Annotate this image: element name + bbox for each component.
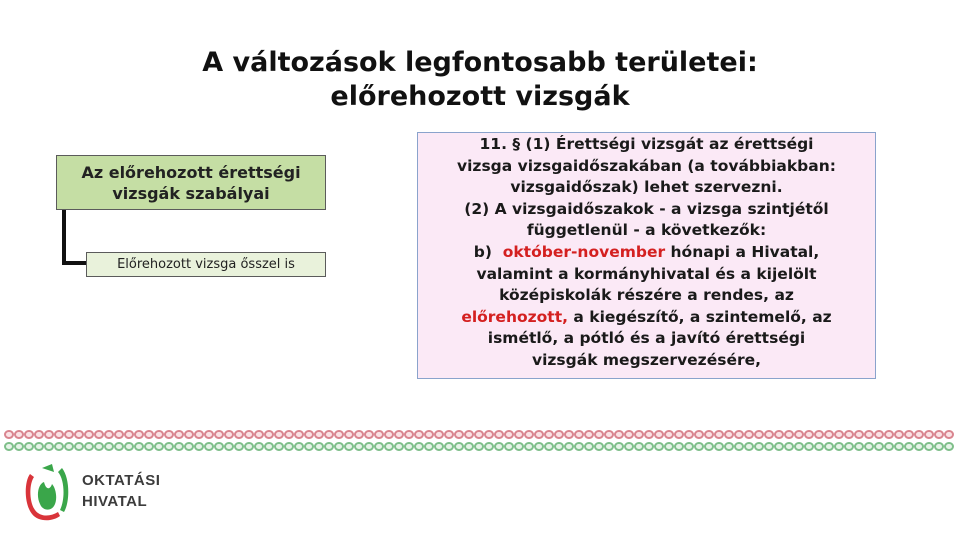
tree-root-line-2: vizsgák szabályai	[112, 183, 270, 203]
law-line-4: (2) A vizsgaidőszakok - a vizsga szintjétől	[464, 199, 829, 218]
decorative-bead	[474, 442, 484, 451]
decorative-bead	[834, 442, 844, 451]
decorative-bead	[794, 442, 804, 451]
law-line-6-prefix: b)	[473, 242, 503, 261]
decorative-bead	[374, 430, 384, 439]
decorative-bead	[434, 430, 444, 439]
decorative-bead	[694, 430, 704, 439]
decorative-bead	[34, 430, 44, 439]
decorative-bead	[114, 442, 124, 451]
decorative-bead	[654, 430, 664, 439]
decorative-bead	[54, 442, 64, 451]
decorative-bead	[634, 442, 644, 451]
decorative-bead	[244, 442, 254, 451]
decorative-bead	[374, 442, 384, 451]
decorative-bead	[874, 442, 884, 451]
decorative-bead	[614, 430, 624, 439]
law-highlight-early: előrehozott,	[461, 307, 569, 326]
decorative-bead	[594, 430, 604, 439]
decorative-bead	[24, 430, 34, 439]
decorative-bead	[314, 430, 324, 439]
decorative-bead	[804, 442, 814, 451]
decorative-bead	[74, 442, 84, 451]
decorative-bead	[744, 442, 754, 451]
logo-wordmark	[82, 470, 160, 512]
decorative-bead	[214, 442, 224, 451]
law-line-2: vizsga vizsgaidőszakában (a továbbiakban:	[457, 156, 836, 175]
law-line-3: vizsgaidőszak) lehet szervezni.	[510, 178, 783, 197]
decorative-bead	[254, 430, 264, 439]
decorative-bead	[404, 430, 414, 439]
decorative-bead	[524, 430, 534, 439]
law-line-9-rest: a kiegészítő, a szintemelő, az	[568, 307, 832, 326]
decorative-bead	[534, 442, 544, 451]
decorative-bead	[894, 442, 904, 451]
decorative-bead	[344, 442, 354, 451]
decorative-bead	[194, 442, 204, 451]
decorative-bead	[814, 430, 824, 439]
decorative-bead	[464, 430, 474, 439]
decorative-bead	[424, 442, 434, 451]
logo-line-2: HIVATAL	[82, 493, 148, 510]
decorative-bead	[614, 442, 624, 451]
decorative-bead	[624, 430, 634, 439]
decorative-bead	[184, 442, 194, 451]
decorative-bead	[204, 442, 214, 451]
decorative-bead	[234, 442, 244, 451]
decorative-bead	[574, 430, 584, 439]
owl-logo-icon	[22, 460, 72, 524]
decorative-bead	[404, 442, 414, 451]
decorative-bead	[14, 442, 24, 451]
tree-root-box	[56, 155, 326, 210]
decorative-bead	[704, 442, 714, 451]
decorative-bead	[204, 430, 214, 439]
decorative-bead	[114, 430, 124, 439]
decorative-bead	[174, 442, 184, 451]
decorative-bead	[444, 442, 454, 451]
decorative-bead	[474, 430, 484, 439]
decorative-bead	[534, 430, 544, 439]
decorative-pattern-red	[4, 430, 956, 442]
decorative-bead	[394, 430, 404, 439]
decorative-bead	[224, 430, 234, 439]
decorative-bead	[294, 430, 304, 439]
decorative-bead	[694, 442, 704, 451]
decorative-bead	[284, 442, 294, 451]
decorative-bead	[354, 430, 364, 439]
decorative-pattern-green	[4, 442, 956, 454]
decorative-bead	[84, 430, 94, 439]
decorative-bead	[644, 442, 654, 451]
decorative-bead	[764, 442, 774, 451]
decorative-bead	[774, 430, 784, 439]
decorative-bead	[774, 442, 784, 451]
decorative-bead	[424, 430, 434, 439]
decorative-bead	[874, 430, 884, 439]
decorative-bead	[834, 430, 844, 439]
decorative-bead	[734, 430, 744, 439]
decorative-bead	[334, 430, 344, 439]
decorative-bead	[154, 430, 164, 439]
decorative-bead	[34, 442, 44, 451]
tree-root-line-1: Az előrehozott érettségi	[81, 162, 301, 182]
decorative-bead	[674, 442, 684, 451]
law-line-9	[424, 307, 869, 329]
decorative-bead	[754, 442, 764, 451]
decorative-bead	[754, 430, 764, 439]
decorative-bead	[64, 442, 74, 451]
decorative-bead	[84, 442, 94, 451]
decorative-bead	[564, 442, 574, 451]
decorative-bead	[44, 430, 54, 439]
decorative-bead	[494, 430, 504, 439]
decorative-bead	[844, 430, 854, 439]
decorative-bead	[914, 442, 924, 451]
decorative-bead	[724, 430, 734, 439]
decorative-bead	[604, 430, 614, 439]
decorative-bead	[894, 430, 904, 439]
decorative-bead	[624, 442, 634, 451]
law-line-6-rest: hónapi a Hivatal,	[665, 242, 820, 261]
decorative-bead	[704, 430, 714, 439]
decorative-bead	[4, 442, 14, 451]
law-line-7: valamint a kormányhivatal és a kijelölt	[476, 264, 817, 283]
decorative-bead	[524, 442, 534, 451]
decorative-bead	[674, 430, 684, 439]
decorative-bead	[294, 442, 304, 451]
decorative-bead	[434, 442, 444, 451]
decorative-bead	[124, 442, 134, 451]
decorative-bead	[584, 430, 594, 439]
decorative-bead	[384, 442, 394, 451]
decorative-bead	[854, 430, 864, 439]
decorative-bead	[484, 442, 494, 451]
decorative-bead	[544, 430, 554, 439]
decorative-bead	[274, 442, 284, 451]
decorative-bead	[304, 442, 314, 451]
tree-connector-horizontal	[62, 261, 88, 265]
decorative-bead	[264, 430, 274, 439]
decorative-bead	[334, 442, 344, 451]
decorative-bead	[934, 430, 944, 439]
decorative-bead	[884, 442, 894, 451]
decorative-bead	[644, 430, 654, 439]
decorative-bead	[494, 442, 504, 451]
decorative-bead	[464, 442, 474, 451]
decorative-bead	[514, 442, 524, 451]
decorative-bead	[244, 430, 254, 439]
decorative-bead	[654, 442, 664, 451]
title-line-1: A változások legfontosabb területei:	[202, 47, 758, 78]
decorative-bead	[904, 430, 914, 439]
decorative-bead	[354, 442, 364, 451]
decorative-bead	[924, 442, 934, 451]
decorative-bead	[44, 442, 54, 451]
decorative-bead	[384, 430, 394, 439]
decorative-bead	[934, 442, 944, 451]
decorative-bead	[544, 442, 554, 451]
decorative-bead	[444, 430, 454, 439]
decorative-bead	[514, 430, 524, 439]
decorative-bead	[864, 442, 874, 451]
law-line-10: ismétlő, a pótló és a javító érettségi	[487, 329, 806, 348]
decorative-bead	[54, 430, 64, 439]
decorative-bead	[274, 430, 284, 439]
decorative-bead	[4, 430, 14, 439]
decorative-bead	[564, 430, 574, 439]
decorative-bead	[594, 442, 604, 451]
decorative-bead	[254, 442, 264, 451]
logo-line-1: OKTATÁSI	[82, 472, 161, 489]
decorative-bead	[684, 430, 694, 439]
decorative-bead	[454, 430, 464, 439]
decorative-bead	[124, 430, 134, 439]
decorative-bead	[884, 430, 894, 439]
decorative-bead	[584, 442, 594, 451]
law-text-box	[417, 132, 876, 379]
decorative-bead	[314, 442, 324, 451]
decorative-bead	[224, 442, 234, 451]
title-line-2: előrehozott vizsgák	[330, 81, 630, 112]
decorative-bead	[24, 442, 34, 451]
decorative-bead	[574, 442, 584, 451]
decorative-bead	[484, 430, 494, 439]
decorative-bead	[164, 442, 174, 451]
decorative-bead	[304, 430, 314, 439]
decorative-bead	[924, 430, 934, 439]
decorative-bead	[324, 430, 334, 439]
decorative-bead	[394, 442, 404, 451]
decorative-bead	[14, 430, 24, 439]
decorative-bead	[344, 430, 354, 439]
tree-child-box: Előrehozott vizsga ősszel is	[86, 252, 326, 277]
decorative-bead	[74, 430, 84, 439]
decorative-bead	[744, 430, 754, 439]
decorative-bead	[714, 442, 724, 451]
decorative-bead	[264, 442, 274, 451]
decorative-bead	[554, 442, 564, 451]
decorative-bead	[194, 430, 204, 439]
decorative-bead	[144, 430, 154, 439]
decorative-bead	[944, 442, 954, 451]
decorative-bead	[684, 442, 694, 451]
decorative-bead	[554, 430, 564, 439]
law-line-1: 11. § (1) Érettségi vizsgát az érettségi	[479, 135, 814, 153]
decorative-bead	[794, 430, 804, 439]
decorative-bead	[94, 430, 104, 439]
decorative-bead	[504, 442, 514, 451]
tree-connector-vertical	[62, 210, 66, 265]
decorative-bead	[604, 442, 614, 451]
decorative-bead	[94, 442, 104, 451]
law-line-5: függetlenül - a következők:	[526, 221, 767, 240]
decorative-bead	[714, 430, 724, 439]
decorative-bead	[64, 430, 74, 439]
decorative-bead	[214, 430, 224, 439]
decorative-bead	[364, 430, 374, 439]
decorative-bead	[764, 430, 774, 439]
decorative-bead	[364, 442, 374, 451]
decorative-bead	[504, 430, 514, 439]
decorative-bead	[784, 442, 794, 451]
law-highlight-period: október-november	[502, 242, 666, 261]
decorative-bead	[454, 442, 464, 451]
decorative-bead	[664, 430, 674, 439]
decorative-bead	[914, 430, 924, 439]
decorative-bead	[104, 442, 114, 451]
decorative-bead	[144, 442, 154, 451]
decorative-bead	[634, 430, 644, 439]
slide-title	[120, 46, 840, 114]
decorative-bead	[174, 430, 184, 439]
decorative-bead	[854, 442, 864, 451]
decorative-bead	[284, 430, 294, 439]
decorative-bead	[154, 442, 164, 451]
decorative-bead	[824, 430, 834, 439]
decorative-bead	[844, 442, 854, 451]
law-line-6	[424, 242, 869, 264]
decorative-bead	[104, 430, 114, 439]
decorative-bead	[944, 430, 954, 439]
decorative-bead	[904, 442, 914, 451]
law-line-11: vizsgák megszervezésére,	[531, 350, 762, 369]
decorative-bead	[184, 430, 194, 439]
decorative-bead	[804, 430, 814, 439]
decorative-bead	[324, 442, 334, 451]
decorative-bead	[234, 430, 244, 439]
decorative-bead	[724, 442, 734, 451]
decorative-bead	[134, 430, 144, 439]
decorative-bead	[864, 430, 874, 439]
decorative-bead	[734, 442, 744, 451]
decorative-bead	[814, 442, 824, 451]
decorative-bead	[134, 442, 144, 451]
decorative-bead	[824, 442, 834, 451]
decorative-bead	[164, 430, 174, 439]
decorative-bead	[664, 442, 674, 451]
decorative-bead	[414, 430, 424, 439]
decorative-bead	[784, 430, 794, 439]
decorative-bead	[414, 442, 424, 451]
law-line-8: középiskolák részére a rendes, az	[499, 286, 794, 305]
